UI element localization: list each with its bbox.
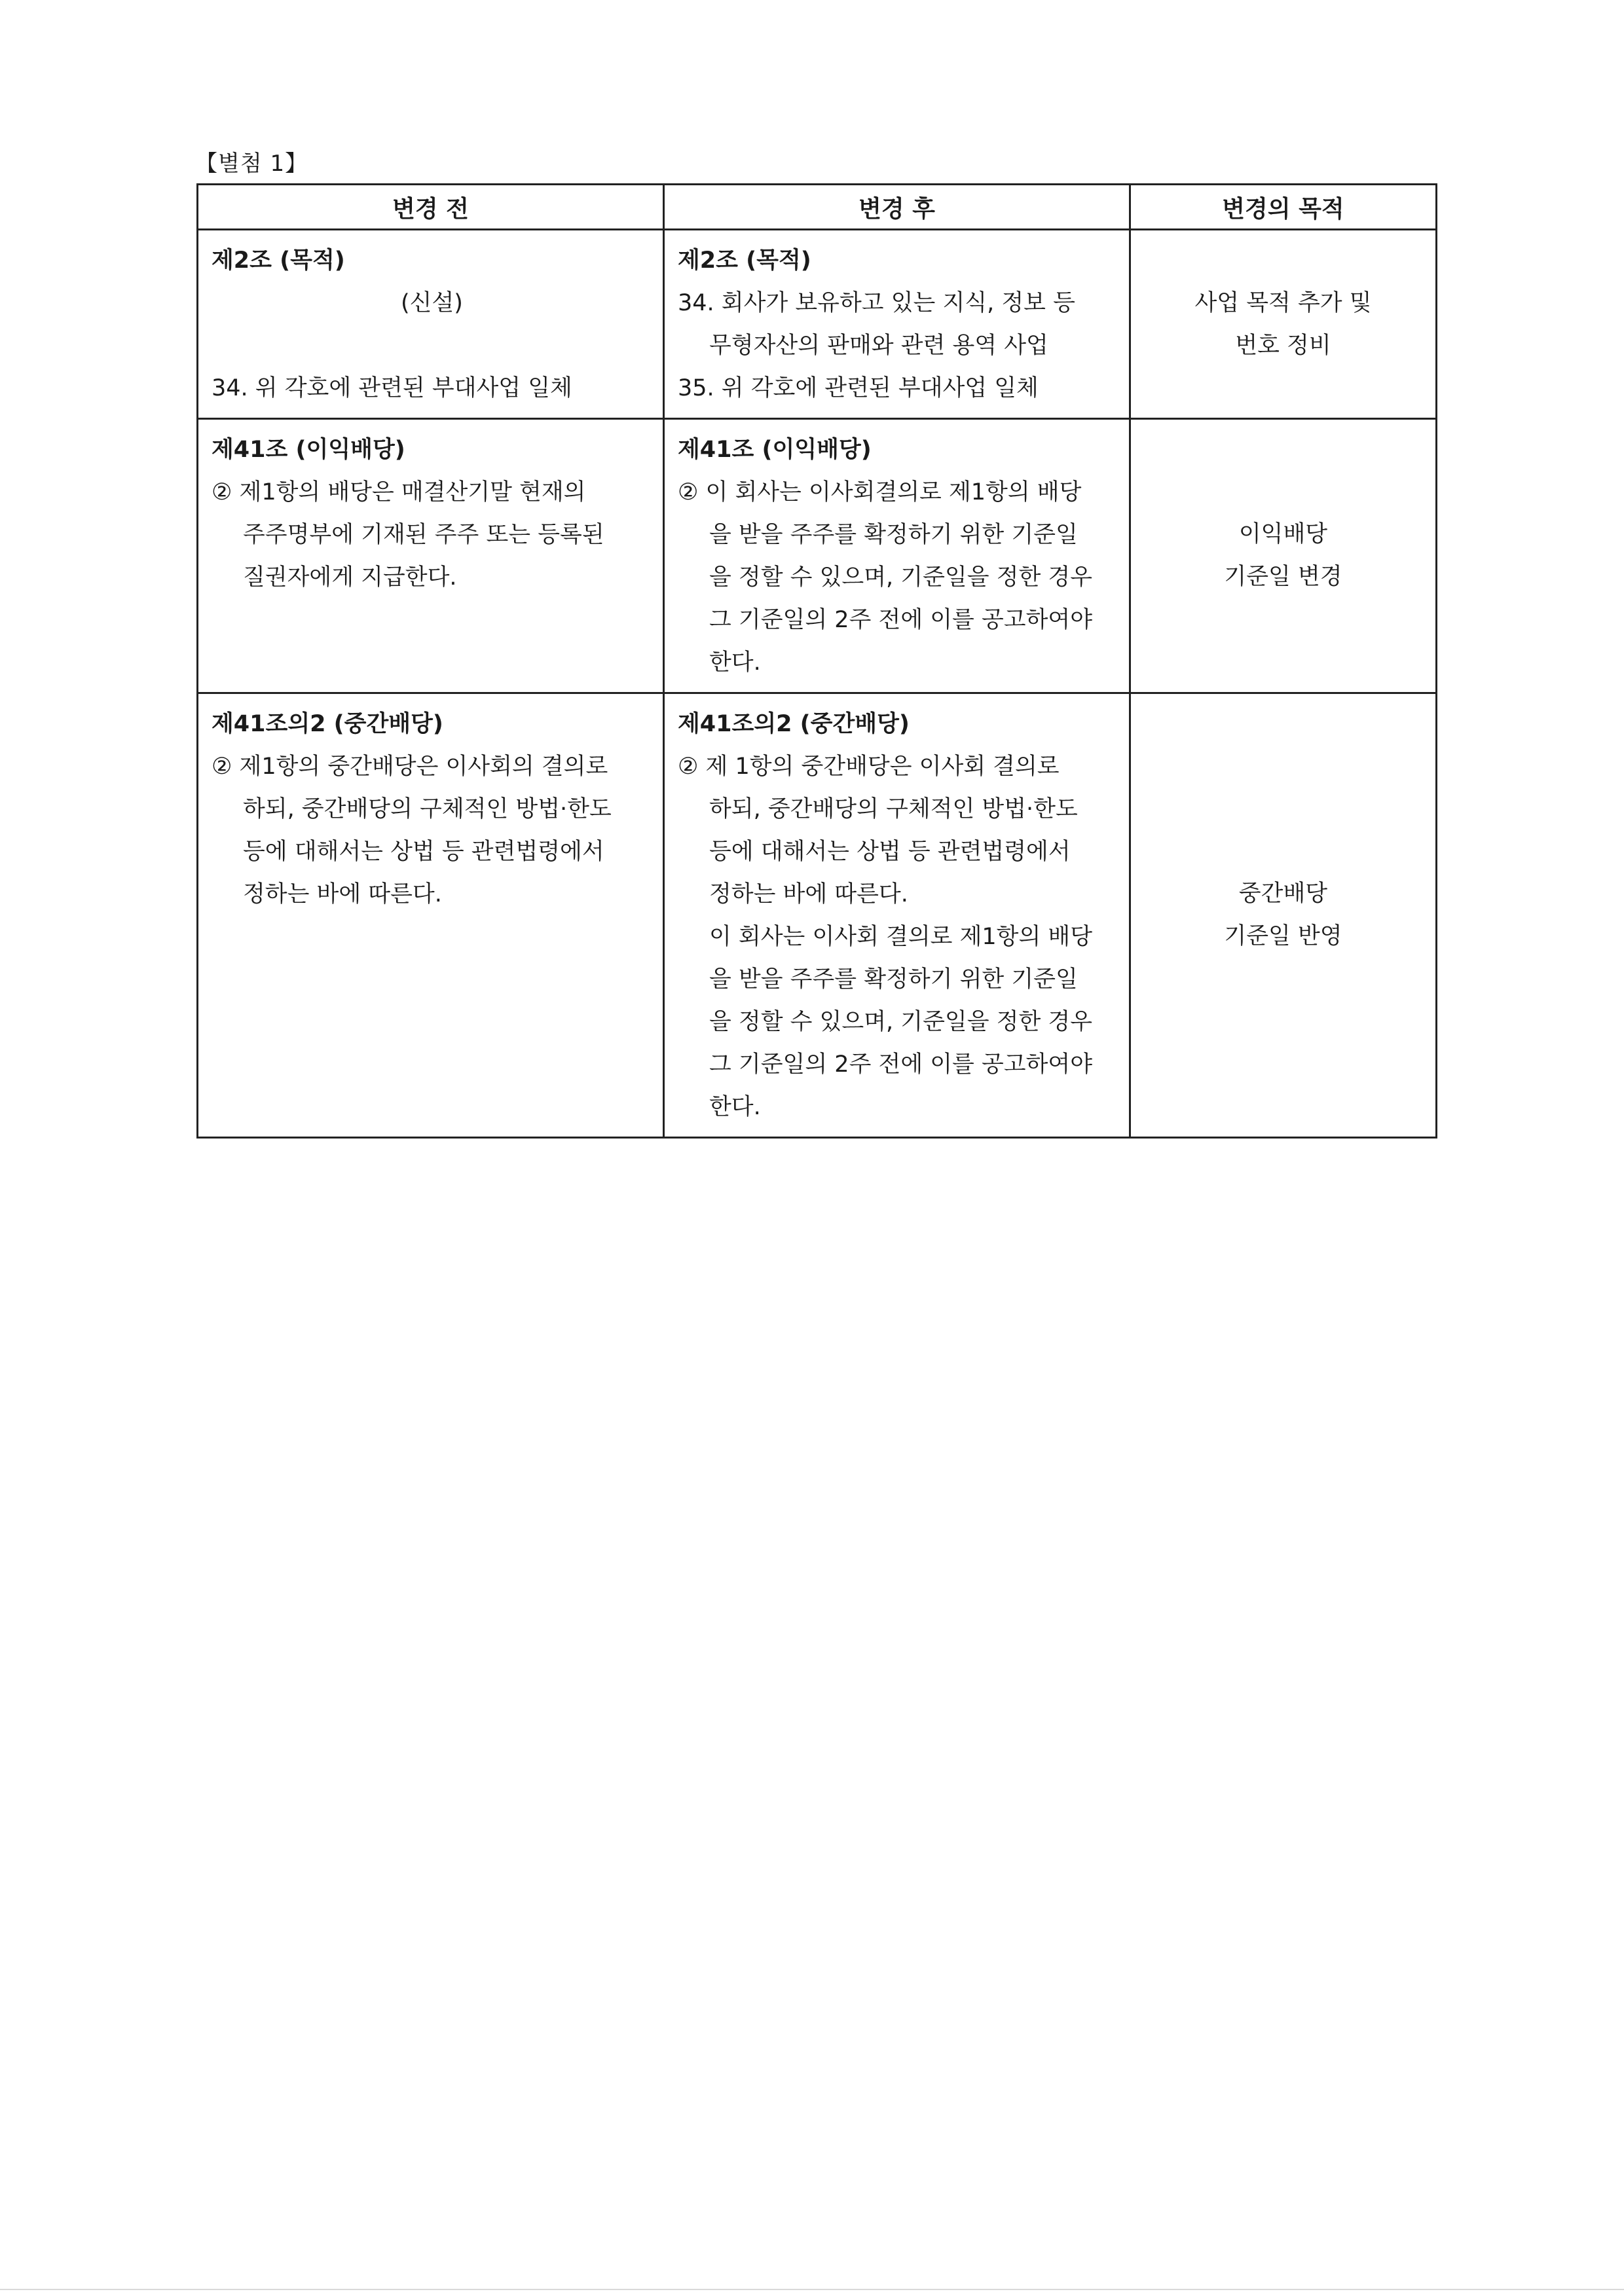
clause-line: 34. 위 각호에 관련된 부대사업 일체	[212, 375, 572, 401]
clause-line: 등에 대해서는 상법 등 관련법령에서	[709, 839, 1071, 865]
table-row	[198, 230, 1437, 419]
header-row	[198, 185, 1437, 230]
header-before: 변경 전	[198, 185, 664, 230]
article-title: 제41조의2 (중간배당)	[212, 711, 443, 737]
article-title: 제2조 (목적)	[678, 247, 811, 274]
purpose-line: 기준일 반영	[1224, 923, 1342, 949]
clause-line: 이 회사는 이사회 결의로 제1항의 배당	[709, 924, 1093, 950]
after-cell	[664, 693, 1130, 1138]
before-cell	[198, 693, 664, 1138]
before-cell	[198, 419, 664, 693]
after-cell	[664, 419, 1130, 693]
clause-line: 하되, 중간배당의 구체적인 방법·한도	[709, 796, 1078, 822]
purpose-line: 기준일 변경	[1224, 564, 1342, 590]
amendment-comparison-table	[196, 183, 1437, 1139]
clause-line: ② 제 1항의 중간배당은 이사회 결의로	[678, 754, 1060, 780]
new-clause-note: (신설)	[401, 290, 463, 316]
page-bottom-rule	[0, 2289, 1624, 2290]
clause-line: 질권자에게 지급한다.	[243, 564, 457, 591]
clause-line: ② 제1항의 배당은 매결산기말 현재의	[212, 479, 586, 505]
clause-line: 정하는 바에 따른다.	[243, 881, 442, 907]
clause-line: 무형자산의 판매와 관련 용역 사업	[709, 333, 1048, 359]
purpose-line: 이익배당	[1238, 521, 1328, 547]
clause-line: 정하는 바에 따른다.	[709, 881, 908, 907]
after-cell	[664, 230, 1130, 419]
clause-line: 한다.	[709, 649, 761, 676]
header-purpose: 변경의 목적	[1130, 185, 1437, 230]
clause-line: 등에 대해서는 상법 등 관련법령에서	[243, 839, 604, 865]
article-title: 제41조 (이익배당)	[212, 437, 405, 463]
clause-line: 그 기준일의 2주 전에 이를 공고하여야	[709, 607, 1093, 633]
clause-line: 을 정할 수 있으며, 기준일을 정한 경우	[709, 1009, 1093, 1035]
purpose-cell	[1130, 419, 1437, 693]
table-row	[198, 419, 1437, 693]
clause-line: 34. 회사가 보유하고 있는 지식, 정보 등	[678, 290, 1075, 316]
clause-line: ② 제1항의 중간배당은 이사회의 결의로	[212, 754, 608, 780]
clause-line: 을 받을 주주를 확정하기 위한 기준일	[709, 522, 1078, 548]
clause-line: ② 이 회사는 이사회결의로 제1항의 배당	[678, 479, 1082, 505]
article-title: 제41조 (이익배당)	[678, 437, 872, 463]
clause-line: 35. 위 각호에 관련된 부대사업 일체	[678, 375, 1039, 401]
purpose-line: 사업 목적 추가 및	[1194, 290, 1372, 316]
clause-line: 을 받을 주주를 확정하기 위한 기준일	[709, 966, 1078, 993]
purpose-cell	[1130, 230, 1437, 419]
article-title: 제41조의2 (중간배당)	[678, 711, 910, 737]
clause-line: 그 기준일의 2주 전에 이를 공고하여야	[709, 1051, 1093, 1078]
clause-line: 한다.	[709, 1094, 761, 1120]
header-after: 변경 후	[664, 185, 1130, 230]
clause-line: 하되, 중간배당의 구체적인 방법·한도	[243, 796, 612, 822]
clause-line: 을 정할 수 있으며, 기준일을 정한 경우	[709, 564, 1093, 591]
attachment-label: 【별첨 1】	[195, 151, 308, 177]
purpose-cell	[1130, 693, 1437, 1138]
clause-line: 주주명부에 기재된 주주 또는 등록된	[243, 522, 604, 548]
blank-line	[212, 325, 652, 367]
before-cell	[198, 230, 664, 419]
purpose-line: 번호 정비	[1235, 333, 1331, 359]
table-row	[198, 693, 1437, 1138]
article-title: 제2조 (목적)	[212, 247, 345, 274]
purpose-line: 중간배당	[1238, 881, 1328, 907]
